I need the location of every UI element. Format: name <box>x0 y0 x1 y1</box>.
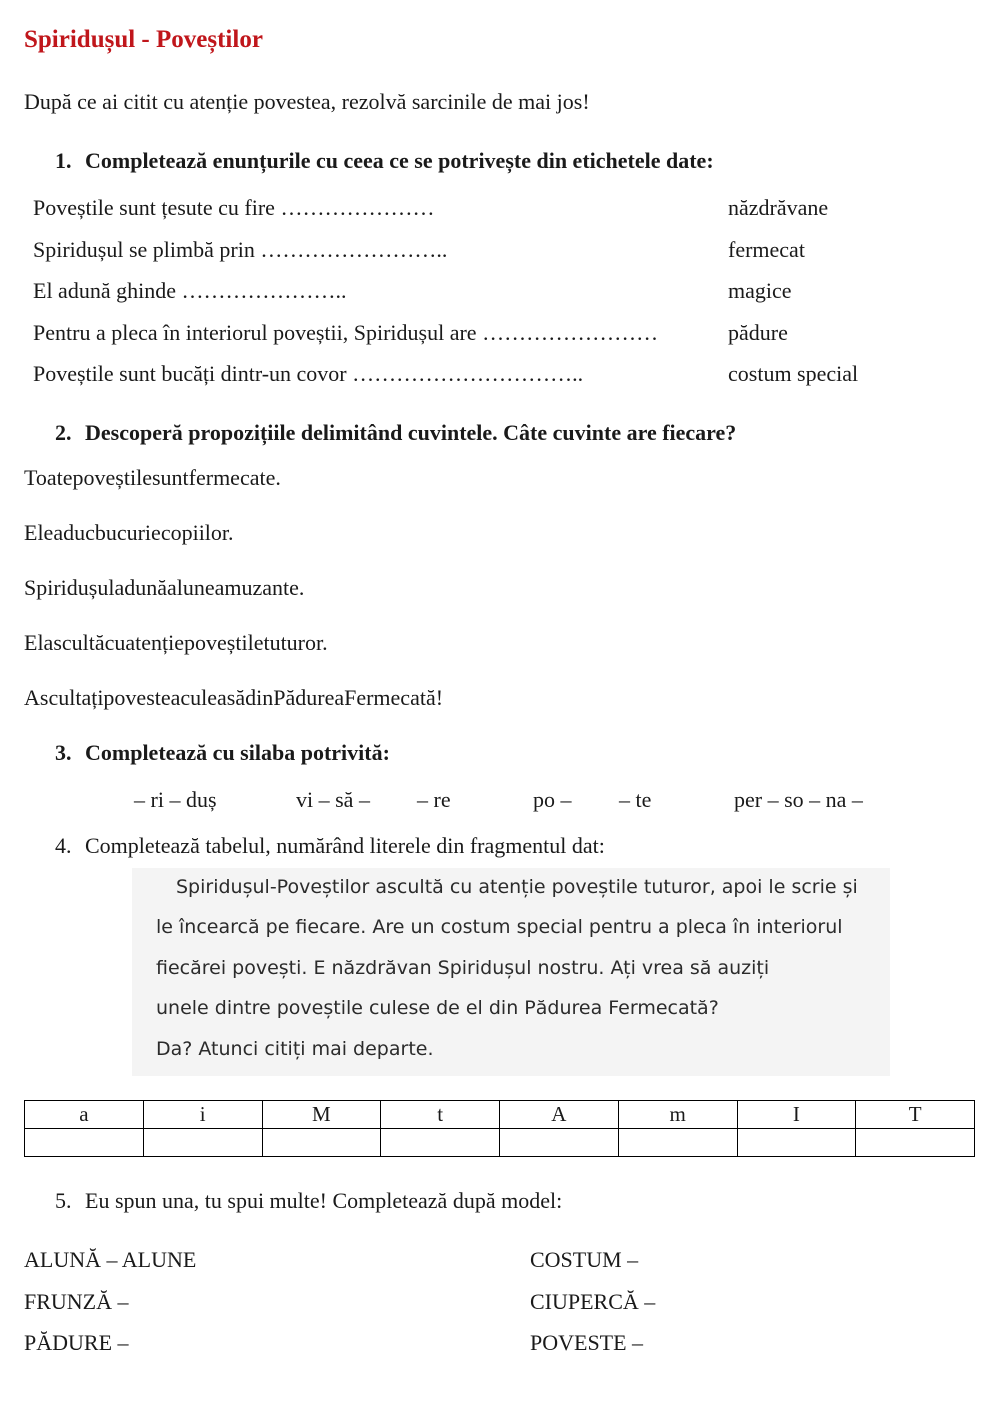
q2-line: Eleaducbucuriecopiilor. <box>24 520 234 545</box>
question-4-text: Completează tabelul, numărând literele din fragmentul dat: <box>85 833 605 858</box>
q2-line: Spiridușuladunăaluneamuzante. <box>24 575 305 600</box>
fragment-line: le încearcă pe fiecare. Are un costum special pentru a pleca în interiorul <box>156 916 843 938</box>
letter-header-cell: t <box>381 1101 500 1129</box>
letter-header-cell: A <box>500 1101 619 1129</box>
q1-sentence: Poveștile sunt bucăți dintr-un covor ………………………….. <box>33 361 584 386</box>
syllable-item: po – <box>533 787 572 812</box>
question-2-text: Descoperă propozițiile delimitând cuvintele. Câte cuvinte are fiecare? <box>85 420 737 445</box>
plural-item: ALUNĂ – ALUNE <box>24 1247 197 1272</box>
question-5-text: Eu spun una, tu spui multe! Completează după model: <box>85 1188 563 1213</box>
letter-count-table <box>24 1100 975 1157</box>
question-3-text: Completează cu silaba potrivită: <box>85 740 390 765</box>
q1-sentence: Poveștile sunt țesute cu fire ………………… <box>33 195 435 220</box>
q2-line: Elascultăcuatențiepoveștiletuturor. <box>24 630 328 655</box>
letter-count-cell[interactable] <box>856 1129 975 1157</box>
intro-text: După ce ai citit cu atenție povestea, rezolvă sarcinile de mai jos! <box>24 89 590 114</box>
q1-sentence: El adună ghinde ………………….. <box>33 278 347 303</box>
letter-count-cell[interactable] <box>262 1129 381 1157</box>
plural-item: POVESTE – <box>530 1330 644 1355</box>
question-5-heading <box>55 1188 562 1214</box>
question-4-number: 4. <box>55 833 72 858</box>
letter-count-cell[interactable] <box>500 1129 619 1157</box>
letter-count-cell[interactable] <box>381 1129 500 1157</box>
question-1-heading <box>55 148 714 174</box>
fragment-line: Spiridușul-Poveștilor ascultă cu atenție poveștile tuturor, apoi le scrie și <box>176 876 858 898</box>
question-5-number: 5. <box>55 1188 72 1213</box>
page-title: Spiridușul - Poveștilor <box>24 26 263 53</box>
letter-count-cell[interactable] <box>143 1129 262 1157</box>
q1-sentence: Pentru a pleca în interiorul poveștii, Spiridușul are …………………… <box>33 320 659 345</box>
letter-count-cell[interactable] <box>737 1129 856 1157</box>
q1-sentence: Spiridușul se plimbă prin …………………….. <box>33 237 448 262</box>
q1-label: costum special <box>728 361 859 386</box>
question-3-heading <box>55 740 390 766</box>
letter-header-cell: a <box>25 1101 144 1129</box>
letter-header-cell: T <box>856 1101 975 1129</box>
fragment-line: unele dintre poveștile culese de el din Pădurea Fermecată? <box>156 997 719 1019</box>
plural-item: COSTUM – <box>530 1247 639 1272</box>
text-fragment-image <box>132 868 890 1076</box>
q2-line: Toatepoveștilesuntfermecate. <box>24 465 281 490</box>
letter-header-cell: i <box>143 1101 262 1129</box>
question-4-heading <box>55 833 605 859</box>
question-2-heading <box>55 420 736 446</box>
q1-label: pădure <box>728 320 788 345</box>
syllable-item: – ri – duș <box>134 787 217 812</box>
q1-label: magice <box>728 278 792 303</box>
q2-line: AscultațipovesteaculeasădinPădureaFermecată! <box>24 685 444 710</box>
plural-item: FRUNZĂ – <box>24 1289 129 1314</box>
plural-item: CIUPERCĂ – <box>530 1289 656 1314</box>
letter-count-cell[interactable] <box>618 1129 737 1157</box>
letter-header-cell: M <box>262 1101 381 1129</box>
letter-header-cell: I <box>737 1101 856 1129</box>
letter-header-cell: m <box>618 1101 737 1129</box>
q1-label: năzdrăvane <box>728 195 829 220</box>
syllable-item: vi – să – <box>296 787 370 812</box>
question-3-number: 3. <box>55 740 72 765</box>
syllable-item: – re <box>417 787 451 812</box>
letter-header-row <box>25 1101 975 1129</box>
plural-item: PĂDURE – <box>24 1330 129 1355</box>
syllable-item: per – so – na – <box>734 787 863 812</box>
fragment-line: fiecărei povești. E năzdrăvan Spiridușul nostru. Ați vrea să auziți <box>156 957 770 979</box>
question-2-number: 2. <box>55 420 72 445</box>
syllable-item: – te <box>619 787 652 812</box>
fragment-line: Da? Atunci citiți mai departe. <box>156 1038 434 1060</box>
question-1-text: Completează enunțurile cu ceea ce se potrivește din etichetele date: <box>85 148 714 173</box>
q1-label: fermecat <box>728 237 805 262</box>
letter-count-row <box>25 1129 975 1157</box>
question-1-number: 1. <box>55 148 72 173</box>
letter-count-cell[interactable] <box>25 1129 144 1157</box>
